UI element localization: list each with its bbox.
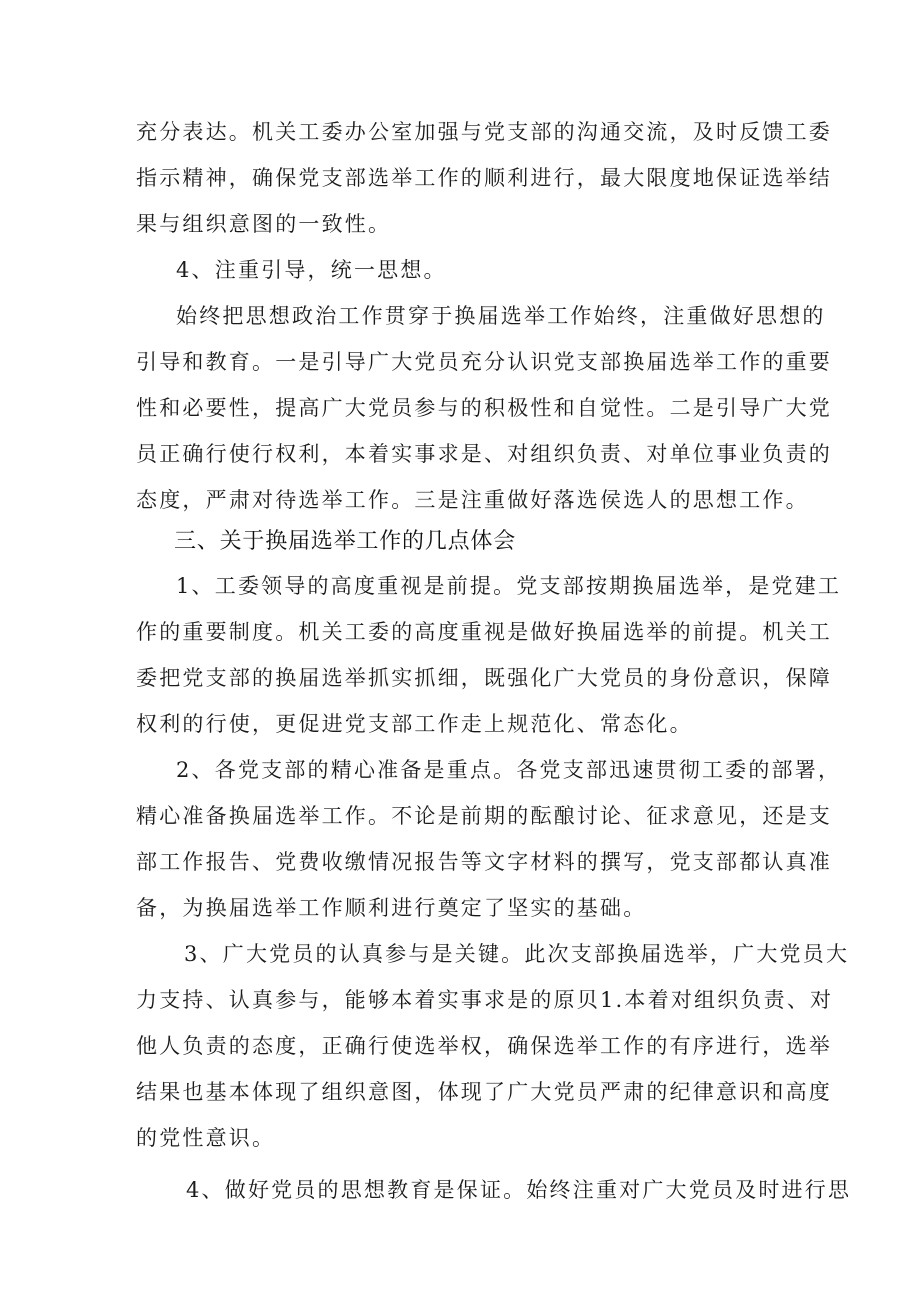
paragraph-line: 1、工委领导的高度重视是前提。党支部按期换届选举，是党建工 [176, 574, 842, 598]
paragraph-line: 部工作报告、党费收缴情况报告等文字材料的撰写，党支部都认真准 [136, 850, 832, 874]
paragraph-line: 他人负责的态度，正确行使选举权，确保选举工作的有序进行，选举 [136, 1034, 832, 1058]
subheading-line: 4、注重引导，统一思想。 [176, 258, 447, 282]
paragraph-line: 2、各党支部的精心准备是重点。各党支部迅速贯彻工委的部署， [176, 758, 842, 782]
paragraph-line: 的党性意识。 [136, 1126, 276, 1150]
paragraph-line: 指示精神，确保党支部选举工作的顺利进行，最大限度地保证选举结 [136, 166, 832, 190]
paragraph-line: 4、做好党员的思想教育是保证。始终注重对广大党员及时进行思 [186, 1178, 852, 1202]
paragraph-line: 性和必要性，提高广大党员参与的积极性和自觉性。二是引导广大党 [136, 396, 832, 420]
paragraph-line: 始终把思想政治工作贯穿于换届选举工作始终，注重做好思想的 [176, 304, 826, 328]
paragraph-line: 3、广大党员的认真参与是关键。此次支部换届选举，广大党员大 [184, 942, 850, 966]
paragraph-line: 充分表达。机关工委办公室加强与党支部的沟通交流，及时反馈工委 [136, 120, 832, 144]
paragraph-line: 作的重要制度。机关工委的高度重视是做好换届选举的前提。机关工 [136, 620, 832, 644]
paragraph-line: 引导和教育。一是引导广大党员充分认识党支部换届选举工作的重要 [136, 350, 832, 374]
paragraph-line: 精心准备换届选举工作。不论是前期的酝酿讨论、征求意见，还是支 [136, 804, 832, 828]
paragraph-line: 果与组织意图的一致性。 [136, 212, 392, 236]
paragraph-line: 力支持、认真参与，能够本着实事求是的原贝1.本着对组织负责、对 [136, 988, 834, 1012]
paragraph-line: 委把党支部的换届选举抓实抓细，既强化广大党员的身份意识，保障 [136, 666, 832, 690]
paragraph-line: 员正确行使行权利，本着实事求是、对组织负责、对单位事业负责的 [136, 442, 832, 466]
paragraph-line: 权利的行使，更促进党支部工作走上规范化、常态化。 [136, 712, 693, 736]
section-heading: 三、关于换届选举工作的几点体会 [174, 529, 517, 554]
paragraph-line: 备，为换届选举工作顺利进行奠定了坚实的基础。 [136, 896, 647, 920]
paragraph-line: 态度，严肃对待选举工作。三是注重做好落选侯选人的思想工作。 [136, 488, 809, 512]
paragraph-line: 结果也基本体现了组织意图，体现了广大党员严肃的纪律意识和高度 [136, 1080, 832, 1104]
